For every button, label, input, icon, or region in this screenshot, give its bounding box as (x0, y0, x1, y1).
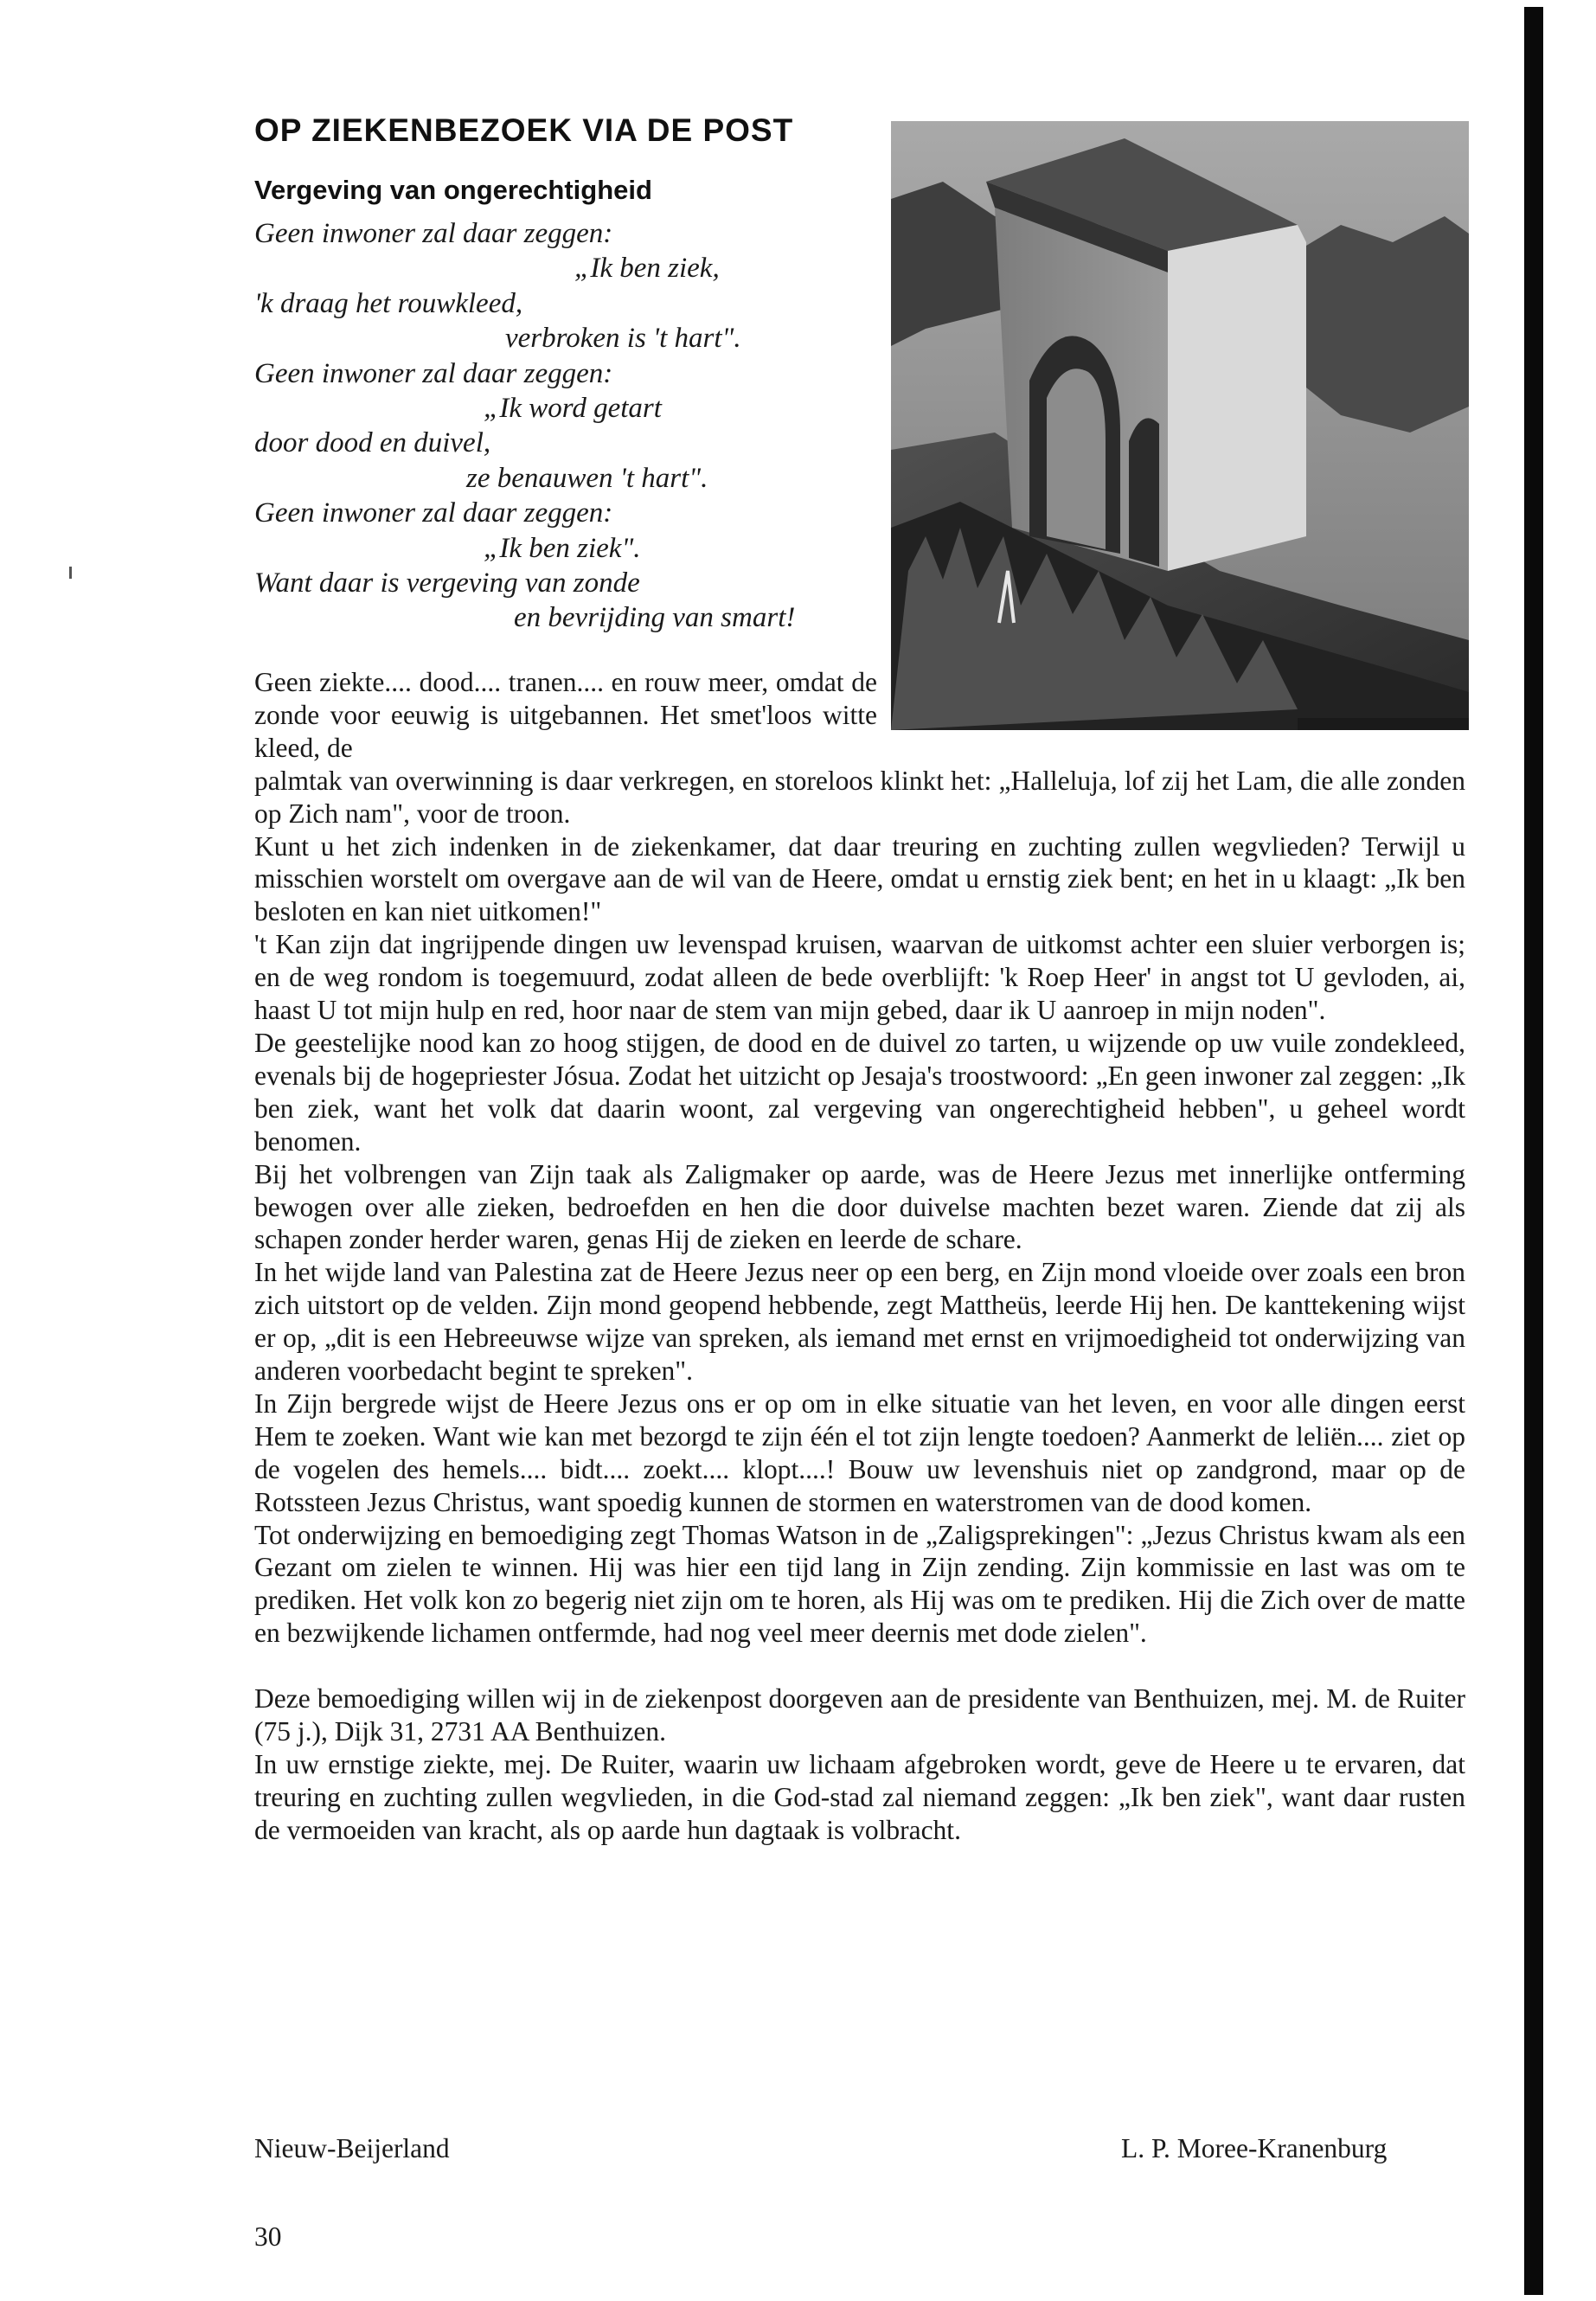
body-paragraph: Kunt u het zich indenken in de ziekenkamer, dat daar treuring en zuchting zullen wegvlieden? Terwijl u misschien worstelt om overgave aan de wil van de Heere, omdat u ernstig ziek bent; en het in u klaagt: „Ik ben besloten en kan niet uitkomen!" (254, 830, 1465, 927)
body-paragraph: De geestelijke nood kan zo hoog stijgen, de dood en de duivel zo tarten, u wijzende op uw vuile zondekleed, evenals bij de hogepriester Jósua. Zodat het uitzicht op Jesaja's troostwoord: „En geen inwoner zal zeggen: „Ik ben ziek, want het volk dat daarin woont, zal vergeving van ongerechtigheid hebben", u geheel wordt benomen. (254, 1027, 1465, 1157)
page-title: OP ZIEKENBEZOEK VIA DE POST (254, 112, 794, 148)
poem (254, 216, 877, 636)
body-paragraph: palmtak van overwinning is daar verkregen, en storeloos klinkt het: „Halleluja, lof zij het Lam, die alle zonden op Zich nam", voor de troon. (254, 765, 1465, 829)
page-number: 30 (254, 2221, 282, 2252)
poem-line: verbroken is 't hart". (505, 323, 741, 355)
body-paragraph: 't Kan zijn dat ingrijpende dingen uw levenspad kruisen, waarvan de uitkomst achter een sluier verborgen is; en de weg rondom is toegemuurd, zodat alleen de bede overblijft: 'k Roep Heer' in angst tot U gevloden, ai, haast U tot mijn hulp en red, hoor naar de stem van mijn gebed, daar ik U aanroep in mijn noden". (254, 929, 1465, 1026)
poem-line: Geen inwoner zal daar zeggen: (254, 497, 613, 529)
stray-mark (69, 567, 72, 579)
poem-line: ze benauwen 't hart". (466, 462, 708, 494)
poem-line: Geen inwoner zal daar zeggen: (254, 218, 613, 249)
poem-line: „Ik word getart (484, 392, 662, 424)
signature-place: Nieuw-Beijerland (254, 2133, 450, 2163)
poem-line: „Ik ben ziek, (574, 253, 720, 285)
intro-paragraph: Geen ziekte.... dood.... tranen.... en rouw meer, omdat de zonde voor eeuwig is uitgebannen. Het smet'loos witte kleed, de (254, 667, 877, 763)
body-paragraph: In Zijn bergrede wijst de Heere Jezus ons er op om in elke situatie van het leven, en voor alle dingen eerst Hem te zoeken. Want wie kan met bezorgd te zijn één el tot zijn lengte toedoen? Aanmerkt de leliën.... ziet op de vogelen des hemels.... bidt.... zoekt.... klopt....! Bouw uw levenshuis niet op zandgrond, maar op de Rotssteen Jezus Christus, want spoedig kunnen de stormen en waterstromen van de dood komen. (254, 1388, 1465, 1517)
poem-line: en bevrijding van smart! (514, 602, 796, 634)
poem-line: 'k draag het rouwkleed, (254, 287, 523, 319)
poem-line: Want daar is vergeving van zonde (254, 567, 640, 599)
body-paragraph: In het wijde land van Palestina zat de Heere Jezus neer op een berg, en Zijn mond vloeide over zoals een bron zich uitstort op de velden. Zijn mond geopend hebbende, zegt Mattheüs, leerde Hij hen. De kanttekening wijst er op, „dit is een Hebreeuwse wijze van spreken, als iemand met ernst en vrijmoedigheid tot onderwijzing van anderen voorbedacht begint te spreken". (254, 1257, 1465, 1387)
body-paragraph: Deze bemoediging willen wij in de ziekenpost doorgeven aan de presidente van Benthuizen, mej. M. de Ruiter (75 j.), Dijk 31, 2731 AA Benthuizen. (254, 1683, 1465, 1747)
body-paragraph: Tot onderwijzing en bemoediging zegt Thomas Watson in de „Zaligsprekingen": „Jezus Christus kwam als een Gezant om zielen te winnen. Hij was hier een tijd lang in Zijn zending. Zijn kommissie en last was om te prediken. Het volk kon zo begerig niet zijn om te horen, als Hij was om te prediken. Hij die Zich over de matte en bezwijkende lichamen ontfermde, had nog veel meer deernis met dode zielen". (254, 1519, 1465, 1649)
poem-line: Geen inwoner zal daar zeggen: (254, 357, 613, 389)
body-paragraph: Bij het volbrengen van Zijn taak als Zaligmaker op aarde, was de Heere Jezus met innerlijke ontferming bewogen over alle zieken, bedroefden en hen die door duivelse machten bezet waren. Ziende dat zij als schapen zonder herder waren, genas Hij de zieken en leerde de schare. (254, 1158, 1465, 1255)
poem-line: door dood en duivel, (254, 427, 491, 459)
signature-author: L. P. Moree-Kranenburg (1121, 2133, 1388, 2163)
page-edge-bar (1524, 7, 1543, 2295)
poem-heading: Vergeving van ongerechtigheid (254, 175, 652, 205)
article-body (254, 666, 1465, 1847)
body-paragraph: In uw ernstige ziekte, mej. De Ruiter, waarin uw lichaam afgebroken wordt, geve de Heere u te ervaren, dat treuring en zuchting zullen wegvlieden, in die God-stad zal niemand zeggen: „Ik ben ziek", want daar rusten de vermoeiden van kracht, als op aarde hun dagtaak is volbracht. (254, 1748, 1465, 1845)
poem-line: „Ik ben ziek". (484, 532, 641, 564)
chapel-photo (891, 121, 1469, 730)
